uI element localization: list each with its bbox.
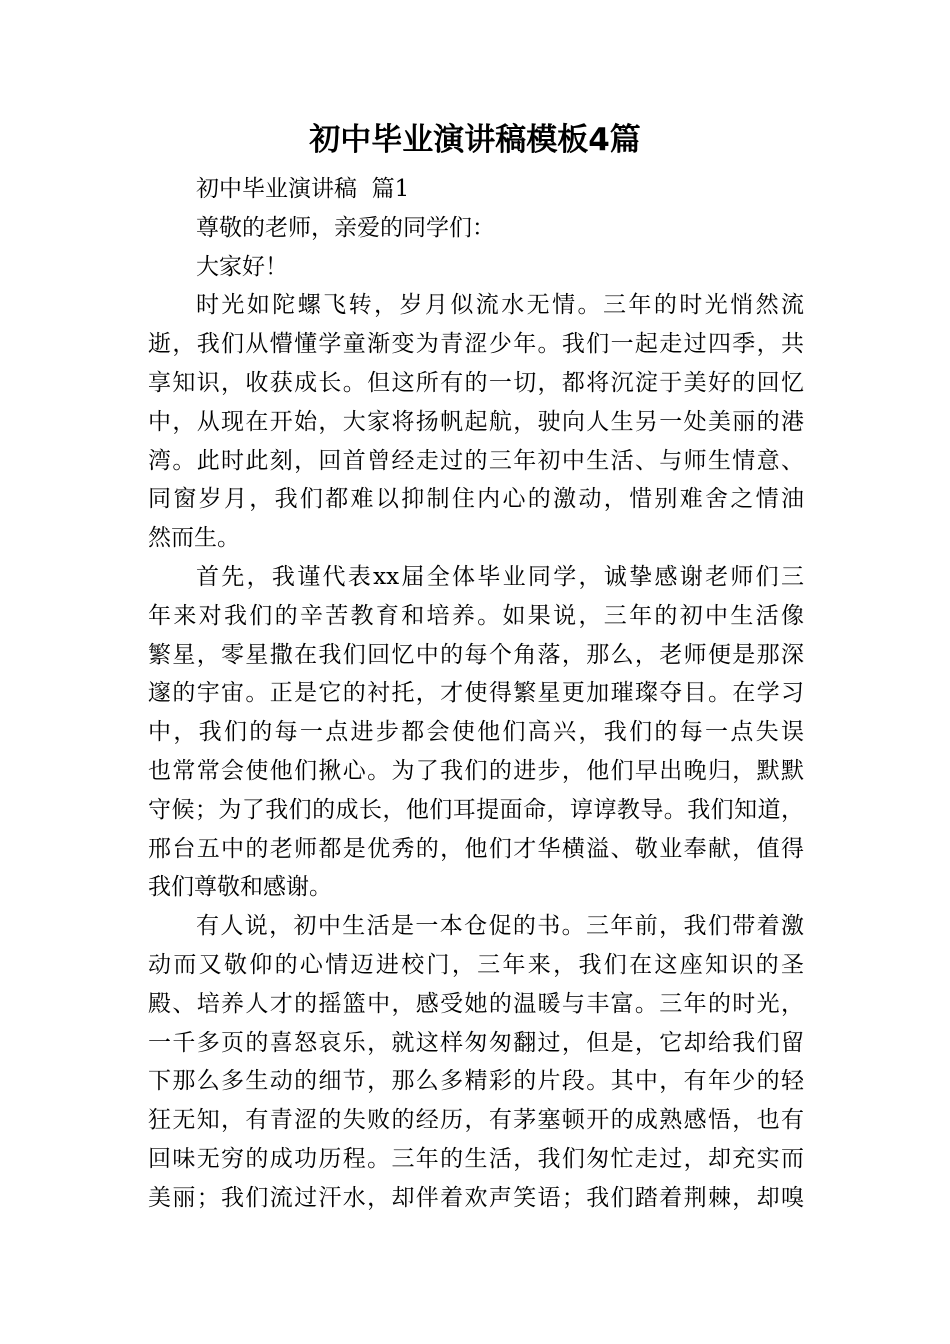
paragraph-line: 有人说，初中生活是一本仓促的书。三年前，我们带着激 (196, 913, 804, 940)
paragraph-line: 中，我们的每一点进步都会使他们高兴，我们的每一点失误 (148, 719, 804, 746)
paragraph-line: 守候；为了我们的成长，他们耳提面命，谆谆教导。我们知道， (148, 796, 804, 823)
paragraph-line: 狂无知，有青涩的失败的经历，有茅塞顿开的成熟感悟，也有 (148, 1107, 804, 1134)
paragraph-2 (148, 558, 804, 907)
paragraph-3 (148, 907, 804, 1217)
paragraph-1 (148, 286, 804, 558)
greeting: 大家好！ (196, 253, 288, 280)
paragraph-line: 逝，我们从懵懂学童渐变为青涩少年。我们一起走过四季，共 (148, 331, 804, 358)
paragraph-line: 一千多页的喜怒哀乐，就这样匆匆翻过，但是，它却给我们留 (148, 1029, 804, 1056)
paragraph-line: 下那么多生动的细节，那么多精彩的片段。其中，有年少的轻 (148, 1068, 804, 1095)
document-body (148, 170, 804, 1218)
paragraph-line: 邢台五中的老师都是优秀的，他们才华横溢、敬业奉献，值得 (148, 835, 804, 862)
speech-subheading: 初中毕业演讲稿 篇1 (196, 176, 410, 202)
paragraph-line: 湾。此时此刻，回首曾经走过的三年初中生活、与师生情意、 (148, 447, 804, 474)
paragraph-line: 然而生。 (148, 525, 240, 552)
paragraph-line: 繁星，零星撒在我们回忆中的每个角落，那么，老师便是那深 (148, 641, 804, 668)
paragraph-line: 殿、培养人才的摇篮中，感受她的温暖与丰富。三年的时光， (148, 990, 804, 1017)
paragraph-line: 同窗岁月，我们都难以抑制住内心的激动，惜别难舍之情油 (148, 486, 804, 513)
paragraph-line: 动而又敬仰的心情迈进校门，三年来，我们在这座知识的圣 (148, 951, 804, 978)
paragraph-line: 美丽；我们流过汗水，却伴着欢声笑语；我们踏着荆棘，却嗅 (148, 1184, 804, 1211)
paragraph-line: 年来对我们的辛苦教育和培养。如果说，三年的初中生活像 (148, 602, 804, 629)
paragraph-line: 中，从现在开始，大家将扬帆起航，驶向人生另一处美丽的港 (148, 408, 804, 435)
paragraph-line: 首先，我谨代表xx届全体毕业同学，诚挚感谢老师们三 (196, 563, 804, 590)
paragraph-line: 回味无穷的成功历程。三年的生活，我们匆忙走过，却充实而 (148, 1145, 804, 1172)
document-title: 初中毕业演讲稿模板4篇 (309, 122, 641, 158)
paragraph-line: 时光如陀螺飞转，岁月似流水无情。三年的时光悄然流 (196, 292, 804, 319)
paragraph-line: 邃的宇宙。正是它的衬托，才使得繁星更加璀璨夺目。在学习 (148, 680, 804, 707)
paragraph-line: 享知识，收获成长。但这所有的一切，都将沉淀于美好的回忆 (148, 369, 804, 396)
paragraph-line: 我们尊敬和感谢。 (148, 874, 332, 901)
salutation: 尊敬的老师，亲爱的同学们： (196, 214, 495, 241)
paragraph-line: 也常常会使他们揪心。为了我们的进步，他们早出晚归，默默 (148, 757, 804, 784)
